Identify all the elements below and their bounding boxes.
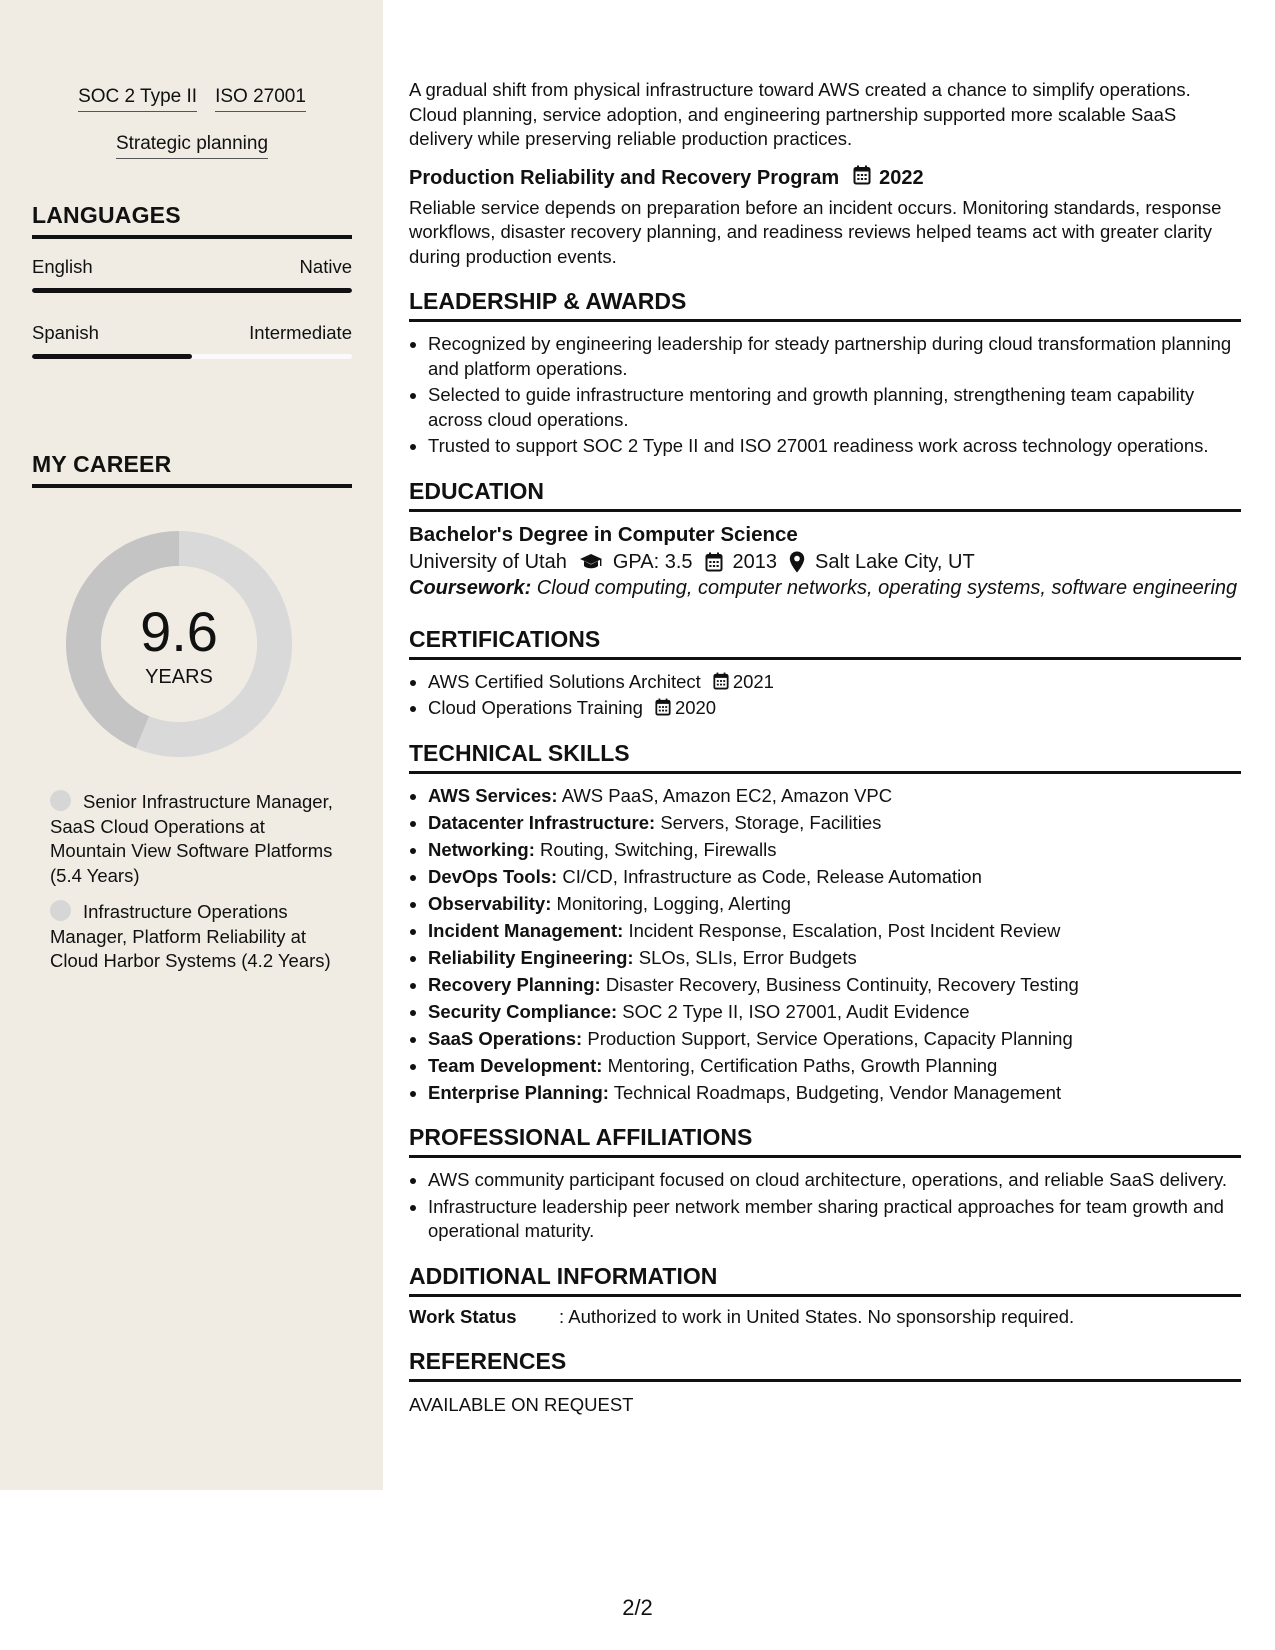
language-english — [32, 256, 352, 293]
language-name: Spanish — [32, 322, 99, 343]
sidebar — [0, 0, 383, 1490]
certifications-section — [409, 625, 1241, 721]
language-level: Intermediate — [249, 322, 352, 343]
career-legend-dot — [50, 900, 71, 921]
languages-heading: LANGUAGES — [32, 202, 352, 239]
career-item — [50, 790, 340, 888]
certifications-heading: CERTIFICATIONS — [409, 625, 1241, 660]
skill-item — [428, 865, 1241, 890]
certification-year: 2021 — [732, 670, 774, 692]
certification-name: Cloud Operations Training — [428, 697, 643, 718]
language-level: Native — [299, 256, 352, 277]
skill-values: SOC 2 Type II, ISO 27001, Audit Evidence — [617, 1000, 970, 1022]
skill-values: Routing, Switching, Firewalls — [534, 838, 777, 860]
skill-item — [428, 838, 1241, 863]
skill-values: SLOs, SLIs, Error Budgets — [633, 946, 857, 968]
language-bar — [32, 354, 352, 359]
skill-values: CI/CD, Infrastructure as Code, Release Automation — [557, 865, 982, 887]
skills-list — [409, 784, 1241, 1106]
references-text: AVAILABLE ON REQUEST — [409, 1393, 634, 1415]
career-legend-dot — [50, 790, 71, 811]
skill-category: Enterprise Planning: — [428, 1081, 609, 1103]
project-title: Production Reliability and Recovery Program — [409, 167, 840, 189]
certification-name: AWS Certified Solutions Architect — [428, 670, 701, 692]
skill-item — [428, 811, 1241, 836]
affiliations-section — [409, 1123, 1241, 1244]
technical-skills-section — [409, 739, 1241, 1106]
career-donut-chart — [66, 531, 292, 757]
skill-values: Production Support, Service Operations, Capacity Planning — [582, 1027, 1073, 1049]
skill-category: DevOps Tools: — [428, 865, 558, 887]
skill-item — [428, 1054, 1241, 1079]
skill-category: Datacenter Infrastructure: — [428, 811, 656, 833]
page-number: 2/2 — [622, 1595, 653, 1620]
calendar-icon — [713, 672, 729, 690]
skill-category: Team Development: — [428, 1054, 603, 1076]
skill-category: Networking: — [428, 838, 535, 860]
skill-category: SaaS Operations: — [428, 1027, 583, 1049]
calendar-icon — [655, 698, 671, 716]
language-bar-fill — [32, 288, 352, 293]
skill-values: Incident Response, Escalation, Post Incident Review — [623, 919, 1061, 941]
language-bar-fill — [32, 354, 192, 359]
tag-list — [32, 86, 352, 180]
skill-category: AWS Services: — [428, 784, 558, 806]
skill-values: Disaster Recovery, Business Continuity, Recovery Testing — [600, 973, 1079, 995]
work-status-value: : Authorized to work in United States. No sponsorship required. — [559, 1305, 1075, 1327]
skill-category: Incident Management: — [428, 919, 624, 941]
education-section — [409, 477, 1241, 601]
tag-row — [32, 86, 352, 112]
skill-item — [428, 946, 1241, 971]
career-years-value: 9.6 — [140, 600, 218, 663]
skill-category: Security Compliance: — [428, 1000, 618, 1022]
skill-values: Monitoring, Logging, Alerting — [551, 892, 792, 914]
skill-item — [428, 1081, 1241, 1106]
skill-item — [428, 784, 1241, 809]
list-item: • AWS community participant focused on cloud architecture, operations, and reliable SaaS delivery. — [428, 1168, 1241, 1193]
list-item: • Trusted to support SOC 2 Type II and ISO 27001 readiness work across technology operations. — [428, 434, 1241, 459]
skill-values: Mentoring, Certification Paths, Growth Planning — [602, 1054, 998, 1076]
education-school: University of Utah — [409, 550, 567, 573]
language-spanish — [32, 322, 352, 359]
project-description: Reliable service depends on preparation before an incident occurs. Monitoring standards, response workflows, disaster recovery planning, and readiness reviews helped teams act with greater clarity during production events. — [409, 196, 1222, 267]
education-details — [409, 548, 1241, 576]
project-title-row — [409, 165, 1241, 192]
skill-item — [428, 973, 1241, 998]
skill-category: Reliability Engineering: — [428, 946, 634, 968]
education-heading: EDUCATION — [409, 477, 1241, 512]
career-item-text: Infrastructure Operations Manager, Platform Reliability at Cloud Harbor Systems (4.2 Years) — [50, 901, 331, 971]
affiliations-heading: PROFESSIONAL AFFILIATIONS — [409, 1123, 1241, 1158]
career-item — [50, 900, 340, 974]
skill-item — [428, 1000, 1241, 1025]
coursework-label: Coursework: — [409, 576, 532, 599]
education-location: Salt Lake City, UT — [815, 550, 975, 573]
language-name: English — [32, 256, 93, 277]
main-content — [409, 78, 1241, 1416]
coursework-text: Cloud computing, computer networks, operating systems, software engineering — [531, 576, 1238, 599]
additional-info-section — [409, 1262, 1241, 1329]
tag-row — [32, 133, 352, 159]
work-status-row — [409, 1305, 1241, 1329]
project-year: 2022 — [879, 167, 924, 189]
certification-item — [428, 696, 1241, 721]
career-years-unit: YEARS — [145, 666, 213, 688]
education-gpa: GPA: 3.5 — [612, 550, 693, 573]
skill-values: Servers, Storage, Facilities — [655, 811, 882, 833]
tag-soc2: SOC 2 Type II — [78, 86, 197, 112]
tag-iso27001: ISO 27001 — [215, 86, 306, 112]
language-bar — [32, 288, 352, 293]
calendar-icon — [853, 165, 871, 192]
references-heading: REFERENCES — [409, 1347, 1241, 1382]
skill-item — [428, 892, 1241, 917]
certification-year: 2020 — [674, 697, 717, 718]
skill-values: Technical Roadmaps, Budgeting, Vendor Management — [608, 1081, 1062, 1103]
career-heading: MY CAREER — [32, 451, 352, 488]
intro-paragraph: A gradual shift from physical infrastructure toward AWS created a chance to simplify operations. Cloud planning, service adoption, and engineering partnership supported more scalable SaaS delivery while preserving reliable production practices. — [409, 79, 1191, 149]
certification-item — [428, 670, 1241, 695]
location-pin-icon — [789, 551, 805, 573]
calendar-icon — [705, 552, 723, 572]
education-degree: Bachelor's Degree in Computer Science — [409, 522, 798, 546]
skill-item — [428, 919, 1241, 944]
tag-strategic-planning: Strategic planning — [116, 133, 268, 159]
technical-skills-heading: TECHNICAL SKILLS — [409, 739, 1241, 774]
education-coursework — [409, 576, 1241, 601]
skill-item — [428, 1027, 1241, 1052]
list-item: • Recognized by engineering leadership for steady partnership during cloud transformation planning and platform operations. — [428, 332, 1241, 381]
skill-category: Observability: — [428, 892, 552, 914]
graduation-cap-icon — [579, 553, 603, 571]
skill-category: Recovery Planning: — [428, 973, 601, 995]
education-year: 2013 — [732, 550, 778, 573]
work-status-label: Work Status — [409, 1305, 517, 1327]
references-section — [409, 1347, 1241, 1416]
additional-info-heading: ADDITIONAL INFORMATION — [409, 1262, 1241, 1297]
list-item: • Infrastructure leadership peer network member sharing practical approaches for team growth and operational maturity. — [428, 1195, 1241, 1244]
leadership-section — [409, 287, 1241, 459]
skill-values: AWS PaaS, Amazon EC2, Amazon VPC — [557, 784, 893, 806]
career-item-text: Senior Infrastructure Manager, SaaS Cloud Operations at Mountain View Software Platforms (5.4 Years) — [50, 791, 333, 886]
list-item: • Selected to guide infrastructure mentoring and growth planning, strengthening team capability across cloud operations. — [428, 383, 1241, 432]
leadership-heading: LEADERSHIP & AWARDS — [409, 287, 1241, 322]
